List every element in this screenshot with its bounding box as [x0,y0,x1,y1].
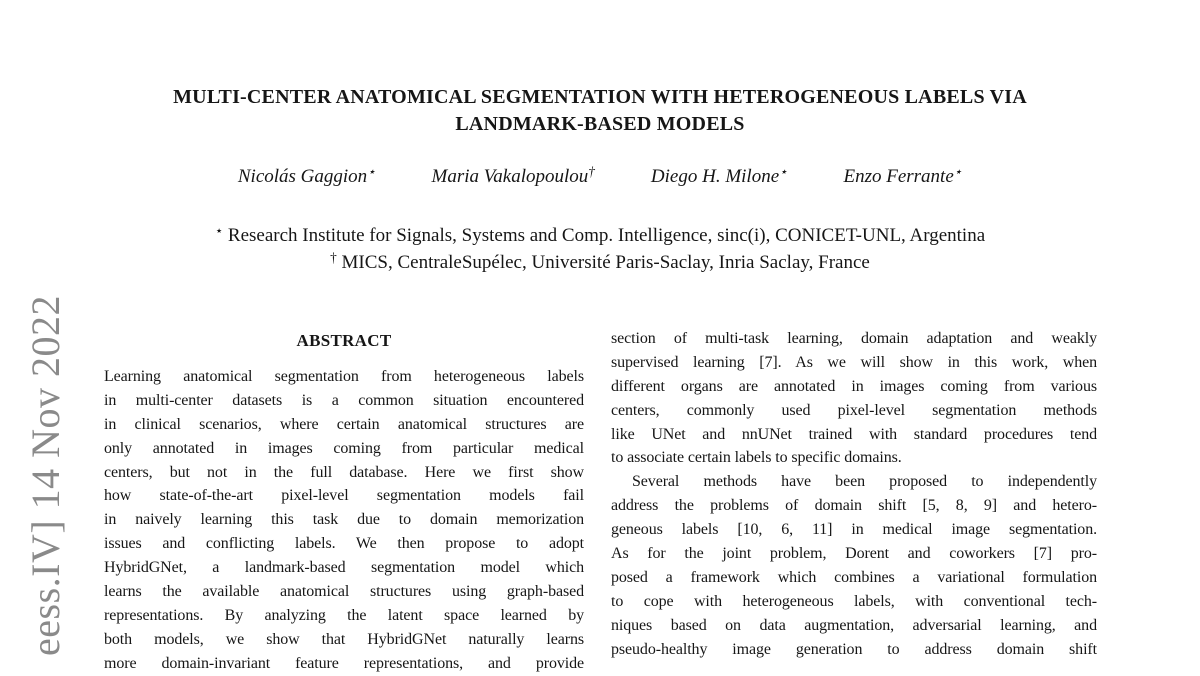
paper-title-line-1: MULTI-CENTER ANATOMICAL SEGMENTATION WITH HETEROGENEOUS LABELS VIA [173,86,1027,108]
text-line: posed a framework which combines a variational formulation [611,568,1097,586]
author-affiliation-mark: † [588,164,595,180]
text-line: both models, we show that HybridGNet naturally learns [104,630,584,648]
text-line: supervised learning [7]. As we will show in this work, when [611,353,1097,371]
affiliation-line: ⋆ Research Institute for Signals, Systems and Comp. Intelligence, sinc(i), CONICET-UNL, Argentina [214,223,986,246]
text-line: centers, commonly used pixel-level segmentation methods [611,401,1097,419]
right-column [611,327,1097,661]
text-line: different organs are annotated in images coming from various [611,377,1097,395]
text-line: to cope with heterogeneous labels, with conventional tech- [611,592,1097,610]
abstract-heading: ABSTRACT [296,331,392,350]
text-line: geneous labels [10, 6, 11] in medical image segmentation. [611,521,1097,539]
text-line: to associate certain labels to specific domains. [611,449,902,467]
author-name: Maria Vakalopoulou† [431,164,595,187]
text-line: how state-of-the-art pixel-level segmentation models fail [104,487,584,505]
text-line: only annotated in images coming from particular medical [104,439,584,457]
text-line: address the problems of domain shift [5, 8, 9] and hetero- [611,497,1097,515]
author-name: Nicolás Gaggion⋆ [237,164,376,187]
text-line: like UNet and nnUNet trained with standard procedures tend [611,425,1097,443]
author-name: Enzo Ferrante⋆ [843,164,963,187]
author-affiliation-mark: ⋆ [779,164,788,180]
text-line: section of multi-task learning, domain adaptation and weakly [611,330,1097,347]
right-column-body [611,327,1097,661]
text-line: learns the available anatomical structures using graph-based [104,583,584,601]
arxiv-watermark: eess.IV] 14 Nov 2022 [23,294,68,656]
text-line: more domain-invariant feature representations, and provide [104,654,584,672]
author-affiliation-mark: ⋆ [953,164,963,180]
text-line: issues and conflicting labels. We then propose to adopt [104,535,584,553]
text-line: in clinical scenarios, where certain anatomical structures are [104,415,584,433]
text-line: representations. By analyzing the latent space learned by [104,606,584,624]
text-line: HybridGNet, a landmark-based segmentation model which [104,559,584,577]
paper-title [0,84,1200,138]
text-line: pseudo-healthy image generation to address domain shift [611,640,1097,658]
text-line: niques based on data augmentation, adversarial learning, and [611,616,1097,634]
left-column [104,331,584,676]
text-line: Learning anatomical segmentation from heterogeneous labels [104,368,584,385]
affiliation-line: † MICS, CentraleSupélec, Université Paris-Saclay, Inria Saclay, France [330,250,870,273]
text-line: in naively learning this task due to domain memorization [104,511,584,529]
author-list [0,165,1200,190]
affiliation-mark: ⋆ [214,223,224,239]
author-name: Diego H. Milone⋆ [650,164,788,187]
abstract-body [104,365,584,676]
text-line: As for the joint problem, Dorent and coworkers [7] pro- [611,545,1097,563]
author-affiliation-mark: ⋆ [367,164,376,180]
paper-title-line-2: LANDMARK-BASED MODELS [455,113,745,135]
affiliation-mark: † [330,250,337,266]
affiliation-list [0,223,1200,277]
text-line: Several methods have been proposed to independently [632,473,1097,491]
text-line: in multi-center datasets is a common situation encountered [104,391,584,409]
text-line: centers, but not in the full database. Here we first show [104,463,584,481]
